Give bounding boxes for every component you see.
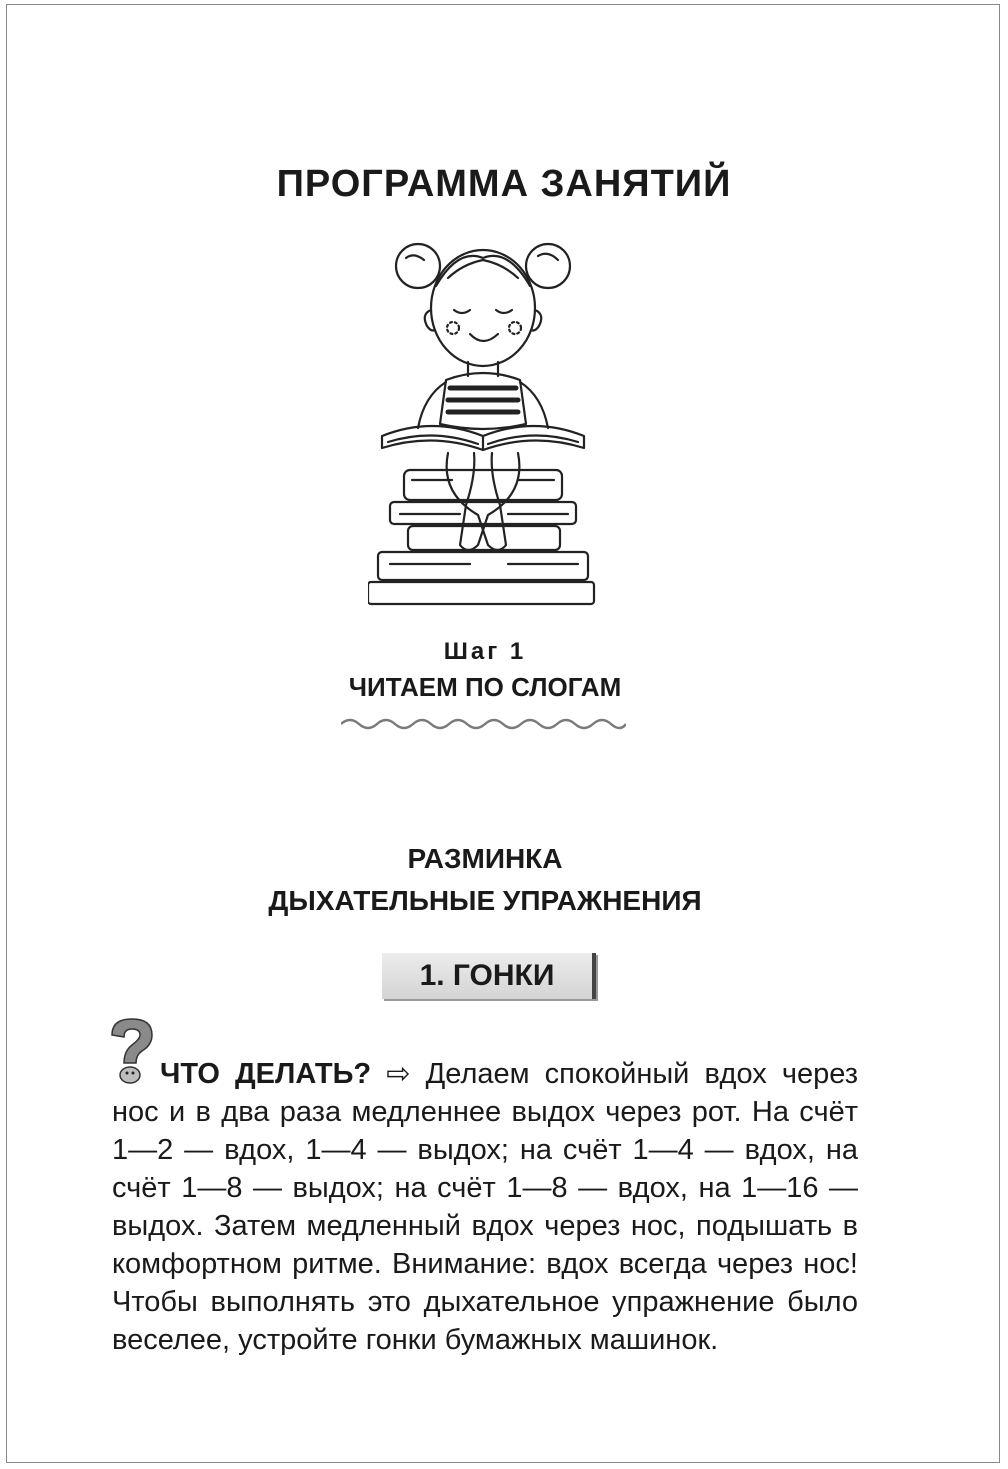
section-title-warmup: РАЗМИНКА bbox=[407, 843, 563, 874]
girl-reading-illustration bbox=[368, 238, 598, 608]
exercise-text: Делаем спокойный вдох через нос и в два раза медленнее выдох через рот. На счёт 1—2 — вдох, 1—4 — выдох; на счёт 1—4 — вдох, на счёт 1—8 — выдох; на счёт 1—8 — вдох, на 1—16 — выдох. Затем медленный вдох через нос, подышать в комфортном ритме. Внимание: вдох всегда через нос! Чтобы выполнять это дыхательное упражнение было веселее, устройте гонки бумажных машинок. bbox=[112, 1058, 859, 1356]
exercise-title-badge: 1. ГОНКИ bbox=[382, 953, 596, 999]
exercise-description bbox=[112, 1055, 858, 1359]
step-label: Шаг 1 bbox=[443, 638, 527, 665]
arrow-icon: ⇨ bbox=[386, 1058, 411, 1090]
wavy-divider-icon bbox=[341, 715, 626, 733]
step-title: ЧИТАЕМ ПО СЛОГАМ bbox=[348, 672, 622, 702]
page-title: ПРОГРАММА ЗАНЯТИЙ bbox=[276, 163, 732, 205]
section-subtitle-breathing: ДЫХАТЕЛЬНЫЕ УПРАЖНЕНИЯ bbox=[268, 885, 702, 916]
what-to-do-label: ЧТО ДЕЛАТЬ? bbox=[160, 1058, 372, 1090]
